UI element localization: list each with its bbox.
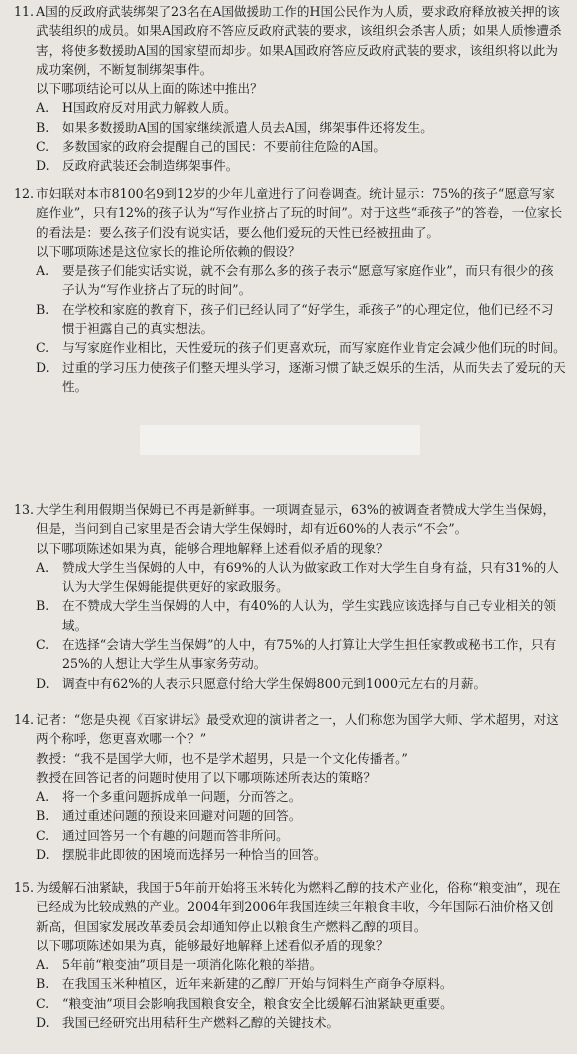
option-d: D. 我国已经研究出用秸秆生产燃料乙醇的关键技术。 [36,1015,340,1031]
question-number: 12. [14,186,35,201]
option-d: D. 过重的学习压力使孩子们整天埋头学习，逐渐习惯了缺乏娱乐的生活，从而失去了爱玩的天性。 [36,359,566,394]
question-ask: 以下哪项陈述是这位家长的推论所依赖的假设？ [36,243,301,259]
question-number: 11. [14,4,35,19]
option-b: B. 通过重述问题的预设来回避对问题的回答。 [36,808,302,824]
question-stem: 市妇联对本市8100名9到12岁的少年儿童进行了问卷调查。统计显示：75%的孩子“愿意写家庭作业”，只有12%的孩子认为“写作业挤占了玩的时间”。对于这些“乖孩子”的答卷，一位家长的看法是：要么孩子们没有说实话，要么他们爱玩的天性已经被扭曲了。 [36,186,563,240]
question-stem: 大学生利用假期当保姆已不再是新鲜事。一项调查显示，63%的被调查者赞成大学生当保姆，但是，当问到自己家里是否会请大学生保姆时，却有近60%的人表示“不会”。 [36,502,556,537]
option-a: A. H国政府反对用武力解救人质。 [36,100,237,116]
option-c: C. 与写家庭作业相比，天性爱玩的孩子们更喜欢玩，而写家庭作业肯定会减少他们玩的时间。 [36,340,566,356]
blank-strip [140,425,420,455]
option-d: D. 反政府武装还会制造绑架事件。 [36,158,239,174]
option-c: C. 多数国家的政府会提醒自己的国民：不要前往危险的A国。 [36,139,386,155]
question-number: 15. [14,880,35,895]
question-ask: 以下哪项陈述如果为真，能够最好地解释上述看似矛盾的现象？ [36,937,389,953]
option-a: A. 将一个多重问题拆成单一问题，分而答之。 [36,789,302,805]
option-b: B. 在学校和家庭的教育下，孩子们已经认同了“好学生，乖孩子”的心理定位，他们已经不习惯于袒露自己的真实想法。 [36,301,554,337]
question-ask: 以下哪项结论可以从上面的陈述中推出？ [36,81,263,97]
option-a: A. 赞成大学生当保姆的人中，有69%的人认为做家政工作对大学生自身有益，只有31%的人认为大学生保姆能提供更好的家政服务。 [36,559,559,595]
dialog-line: 教授：“我不是国学大师，也不是学术超男，只是一个文化传播者。” [36,750,408,766]
option-a: A. 5年前“粮变油”项目是一项消化陈化粮的举措。 [36,957,323,973]
option-b: B. 如果多数援助A国的国家继续派遣人员去A国，绑架事件还将发生。 [36,119,433,135]
option-a: A. 要是孩子们能实话实说，就不会有那么多的孩子表示“愿意写家庭作业”，而只有很少的孩子认为“写作业挤占了玩的时间”。 [36,263,554,298]
question-13 [14,500,566,693]
question-11 [14,2,566,176]
option-b: B. 在不赞成大学生当保姆的人中，有40%的人认为，学生实践应该选择与自己专业相关的领域。 [36,598,556,633]
question-stem: 记者：“您是央视《百家讲坛》最受欢迎的演讲者之一，人们称您为国学大师、学术超男，对这两个称呼，您更喜欢哪一个？” [36,712,559,747]
option-c: C. “粮变油”项目会影响我国粮食安全，粮食安全比缓解石油紧缺更重要。 [36,995,453,1011]
question-number: 13. [14,502,35,517]
option-c: C. 通过回答另一个有趣的问题而答非所问。 [36,827,289,843]
question-14 [14,710,566,864]
option-b: B. 在我国玉米种植区，近年来新建的乙醇厂开始与饲料生产商争夺原料。 [36,976,453,992]
question-stem: 为缓解石油紧缺，我国于5年前开始将玉米转化为燃料乙醇的技术产业化，俗称“粮变油”，现在已经成为比较成熟的产业。2004年到2006年我国连续三年粮食丰收，今年国际石油价格又创新高，但国家发展改革委员会却通知停止以粮食生产燃料乙醇的项目。 [36,880,561,934]
option-d: D. 摆脱非此即彼的困境而选择另一种恰当的回答。 [36,847,327,863]
question-ask: 教授在回答记者的问题时使用了以下哪项陈述所表达的策略？ [36,769,377,785]
option-c: C. 在选择“会请大学生当保姆”的人中，有75%的人打算让大学生担任家教或秘书工作，只有25%的人想让大学生从事家务劳动。 [36,637,557,672]
question-15 [14,878,566,1032]
question-12 [14,184,566,396]
question-number: 14. [14,712,35,727]
question-ask: 以下哪项陈述如果为真，能够合理地解释上述看似矛盾的现象？ [36,540,389,556]
question-stem: A国的反政府武装绑架了23名在A国做援助工作的H国公民作为人质，要求政府释放被关押的该武装组织的成员。如果A国政府不答应反政府武装的要求，该组织会杀害人质；如果人质惨遭杀害，将使多数援助A国的国家望而却步。如果A国政府答应反政府武装的要求，该组织将以此为成功案例，不断复制绑架事件。 [36,4,562,77]
option-d: D. 调查中有62%的人表示只愿意付给大学生保姆800元到1000元左右的月薪。 [36,675,487,691]
